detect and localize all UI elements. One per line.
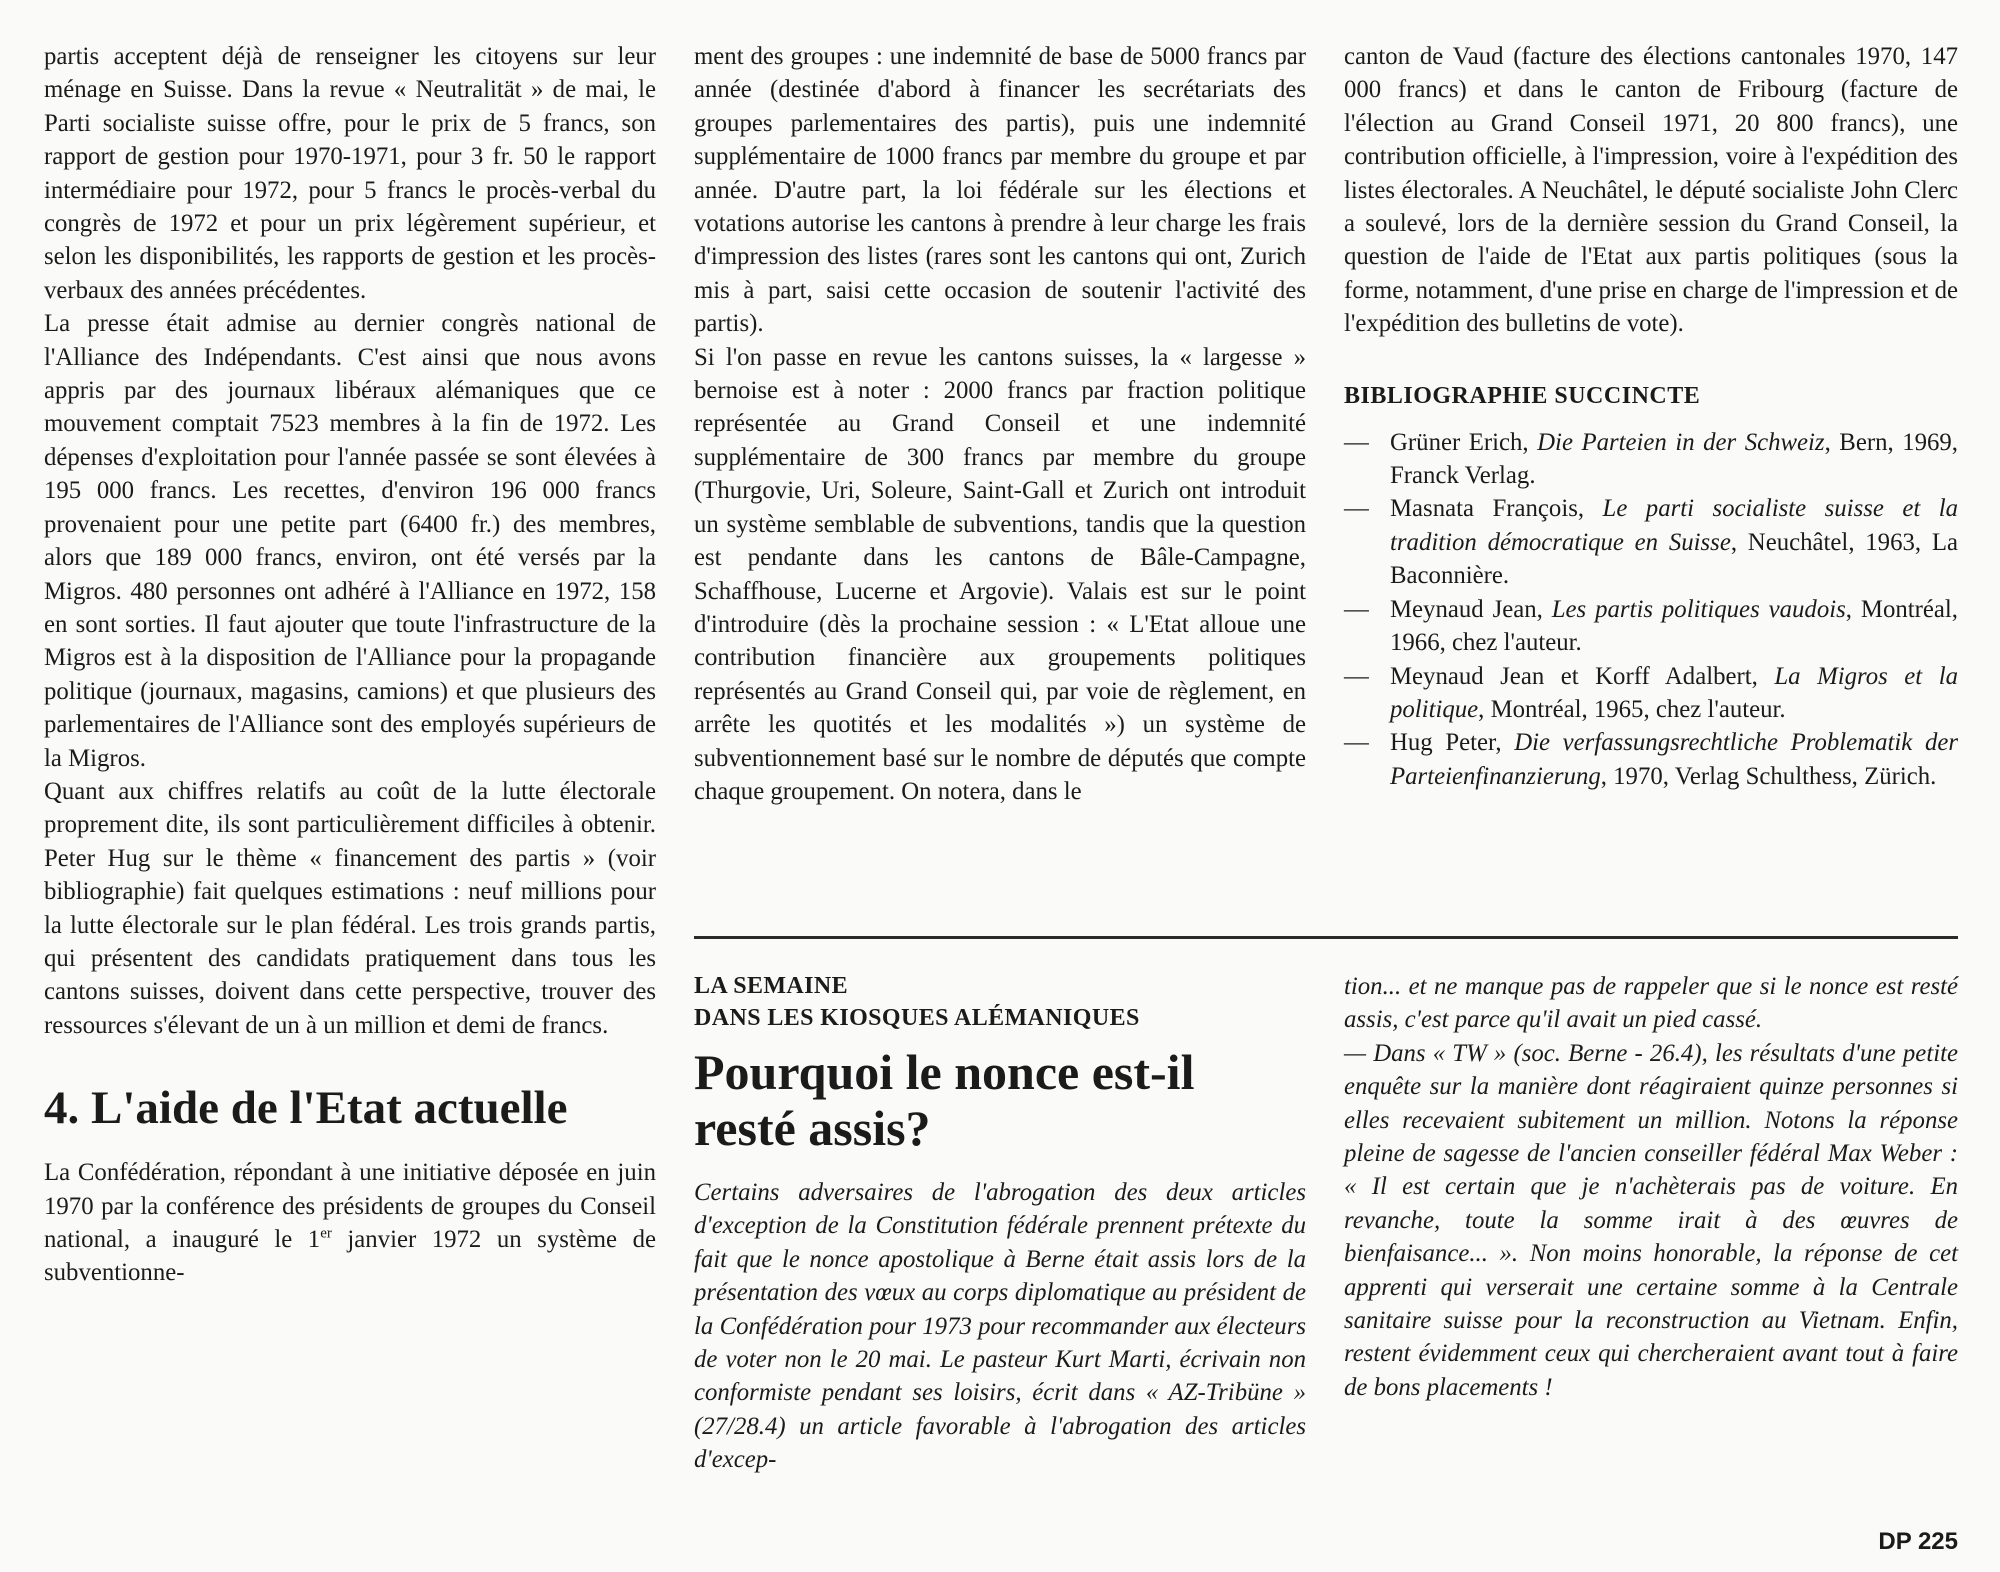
bibliography-details: , 1970, Verlag Schulthess, Zürich.: [1600, 762, 1937, 790]
column-1: [44, 40, 656, 1290]
dash-marker: —: [1344, 428, 1369, 456]
bibliography-item: [1344, 426, 1958, 493]
kicker-line: LA SEMAINE: [694, 973, 849, 999]
paragraph-menage: partis acceptent déjà de renseigner les citoyens sur leur ménage en Suisse. Dans la revue « Neutralität » de mai, le Parti socialiste suisse offre, pour le prix de 5 francs, son rapport de gestion pour 1970-1971, pour 3 fr. 50 le rapport intermédiaire pour 1972, pour 5 francs le procès-verbal du congrès de 1972 et pour un prix légèrement supérieur, et selon les disponibilités, les rapports de gestion et les procès-verbaux des années précédentes.: [44, 43, 656, 304]
dash-marker: —: [1344, 662, 1369, 690]
text-fragment: La Confédération, répondant à une initiative déposée en juin 1970 par la conférence des présidents de groupes du Conseil national, a inauguré le 1: [44, 1159, 656, 1253]
article-paragraph-continuation: tion... et ne manque pas de rappeler que si le nonce est resté assis, c'est parce qu'il avait un pied cassé.: [1344, 973, 1958, 1034]
bibliography-title: Les partis politiques vaudois: [1551, 595, 1846, 623]
bibliography-details: , Bern, 1969, Franck Verlag.: [1390, 428, 1958, 490]
article-paragraph-enquete: — Dans « TW » (soc. Berne - 26.4), les résultats d'une petite enquête sur la manière dont réagiraient quinze personnes si elles recevaient subitement un million. Notons la réponse pleine de sagesse de l'ancien conseiller fédéral Max Weber : « Il est certain que je n'achèterais pas de voiture. En revanche, toute la somme irait à des œuvres de bienfaisance... ». Non moins honorable, la réponse de cet apprenti qui verserait une certaine somme à la Centrale sanitaire suisse pour la reconstruction au Vietnam. Enfin, restent évidemment ceux qui chercheraient avant tout à faire de bons placements !: [1344, 1039, 1958, 1401]
bibliography-item: [1344, 593, 1958, 660]
dash-marker: —: [1344, 729, 1369, 757]
bibliography-title: Le parti socialiste suisse et la tradition démocratique en Suisse: [1390, 495, 1958, 556]
headline-line: Pourquoi le nonce est-il: [694, 1044, 1195, 1100]
paragraph-subventionnement: ment des groupes : une indemnité de base de 5000 francs par année (destinée d'abord à financer les secrétariats des groupes parlementaires des partis), puis une indemnité supplémentaire de 1000 francs par membre du groupe et par année. D'autre part, la loi fédérale sur les élections et votations autorise les cantons à prendre à leur charge les frais d'impression des listes (rares sont les cantons qui ont, Zurich mis à part, saisi cette occasion de soutenir l'activité des partis).: [694, 43, 1306, 338]
section-heading: 4. L'aide de l'Etat actuelle: [44, 1082, 568, 1135]
issue-number: DP 225: [1878, 1528, 1958, 1555]
text-fragment: janvier 1972 un système de subventionne-: [44, 1226, 656, 1287]
bibliography-details: , Montréal, 1965, chez l'auteur.: [1478, 695, 1786, 723]
article-column-right: [1344, 970, 1958, 1404]
dash-marker: —: [1344, 595, 1369, 623]
article-paragraph-nonce: Certains adversaires de l'abrogation des deux articles d'exception de la Constitution fédérale prennent prétexte du fait que le nonce apostolique à Berne était assis lors de la présentation des vœux au corps diplomatique au président de la Confédération pour 1973 pour recommander aux électeurs de voter non le 20 mai. Le pasteur Kurt Marti, écrivain non conformiste pendant ses loisirs, écrit dans « AZ-Tribüne » (27/28.4) un article favorable à l'abrogation des articles d'excep-: [694, 1179, 1306, 1474]
bibliography-author: Meynaud Jean et Korff Adalbert,: [1390, 662, 1775, 690]
bibliography-author: Masnata François,: [1390, 495, 1603, 523]
paragraph-confederation: [44, 1156, 656, 1290]
bibliography-list: [1344, 426, 1958, 793]
article-kicker: [694, 970, 1306, 1034]
bibliography-author: Hug Peter,: [1390, 729, 1515, 757]
dash-marker: —: [1344, 495, 1369, 523]
superscript: er: [320, 1225, 332, 1242]
article-headline: [694, 1044, 1306, 1156]
paragraph-cout-lutte: Quant aux chiffres relatifs au coût de la lutte électorale proprement dite, ils sont particulièrement difficiles à obtenir. Peter Hug sur le thème « financement des partis » (voir bibliographie) fait quelques estimations : neuf millions pour la lutte électorale sur le plan fédéral. Les trois grands partis, qui présentent des candidats pratiquement dans tous les cantons suisses, doivent dans cette perspective, trouver des ressources s'élevant de un à un million et demi de francs.: [44, 777, 656, 1039]
bibliography-title: La Migros et la politique: [1390, 662, 1958, 723]
column-2: [694, 40, 1306, 808]
bibliography-author: Meynaud Jean,: [1390, 595, 1552, 623]
bibliography-title: Die Parteien in der Schweiz: [1537, 428, 1825, 456]
paragraph-vaud: canton de Vaud (facture des élections cantonales 1970, 147 000 francs) et dans le canton de Fribourg (facture de l'élection au Grand Conseil 1971, 20 800 francs), une contribution officielle, à l'impression, voire à l'expédition des listes électorales. A Neuchâtel, le député socialiste John Clerc a soulevé, lors de la dernière session du Grand Conseil, la question de l'aide de l'Etat aux partis politiques (sous la forme, notamment, d'une prise en charge de l'impression et de l'expédition des bulletins de vote).: [1344, 43, 1958, 338]
horizontal-divider: [694, 936, 1958, 939]
column-3: [1344, 40, 1958, 793]
bibliography-author: Grüner Erich,: [1390, 428, 1538, 456]
bibliography-item: [1344, 660, 1958, 727]
bibliography-heading: BIBLIOGRAPHIE SUCCINCTE: [1344, 382, 1701, 409]
headline-line: resté assis?: [694, 1100, 931, 1156]
paragraph-cantons: Si l'on passe en revue les cantons suisses, la « largesse » bernoise est à noter : 2000 francs par fraction politique représentée au Grand Conseil et une indemnité supplémentaire de 300 francs par membre du groupe (Thurgovie, Uri, Soleure, Saint-Gall et Zurich ont introduit un système semblable de subventions, tandis que la question est pendante dans les cantons de Bâle-Campagne, Schaffhouse, Lucerne et Argovie). Valais est sur le point d'introduire (dès la prochaine session : « L'Etat alloue une contribution financière aux groupements politiques représentés au Grand Conseil qui, par voie de règlement, en arrête les quotités et les modalités ») un système de subventionnement basé sur le nombre de députés que compte chaque groupement. On notera, dans le: [694, 343, 1306, 805]
kicker-line: DANS LES KIOSQUES ALÉMANIQUES: [694, 1005, 1140, 1031]
bibliography-details: , Neuchâtel, 1963, La Baconnière.: [1390, 528, 1958, 590]
bibliography-details: , Montréal, 1966, chez l'auteur.: [1390, 595, 1958, 657]
bibliography-item: [1344, 492, 1958, 592]
bibliography-title: Die verfassungsrechtliche Problematik der Parteienfinanzierung: [1390, 729, 1958, 790]
paragraph-alliance: La presse était admise au dernier congrès national de l'Alliance des Indépendants. C'est ainsi que nous avons appris par des journaux libéraux alémaniques que ce mouvement comptait 7523 membres à la fin de 1972. Les dépenses d'exploitation pour l'année passée se sont élevées à 195 000 francs. Les recettes, d'environ 196 000 francs provenaient pour une petite part (6400 fr.) des membres, alors que 189 000 francs, environ, ont été versés par la Migros. 480 personnes ont adhéré à l'Alliance en 1972, 158 en sont sorties. Il faut ajouter que toute l'infrastructure de la Migros est à la disposition de l'Alliance pour la propagande politique (journaux, magasins, camions) et que plusieurs des parlementaires de l'Alliance sont des employés supérieurs de la Migros.: [44, 310, 656, 772]
article-column-left: [694, 970, 1306, 1477]
bibliography-item: [1344, 726, 1958, 793]
